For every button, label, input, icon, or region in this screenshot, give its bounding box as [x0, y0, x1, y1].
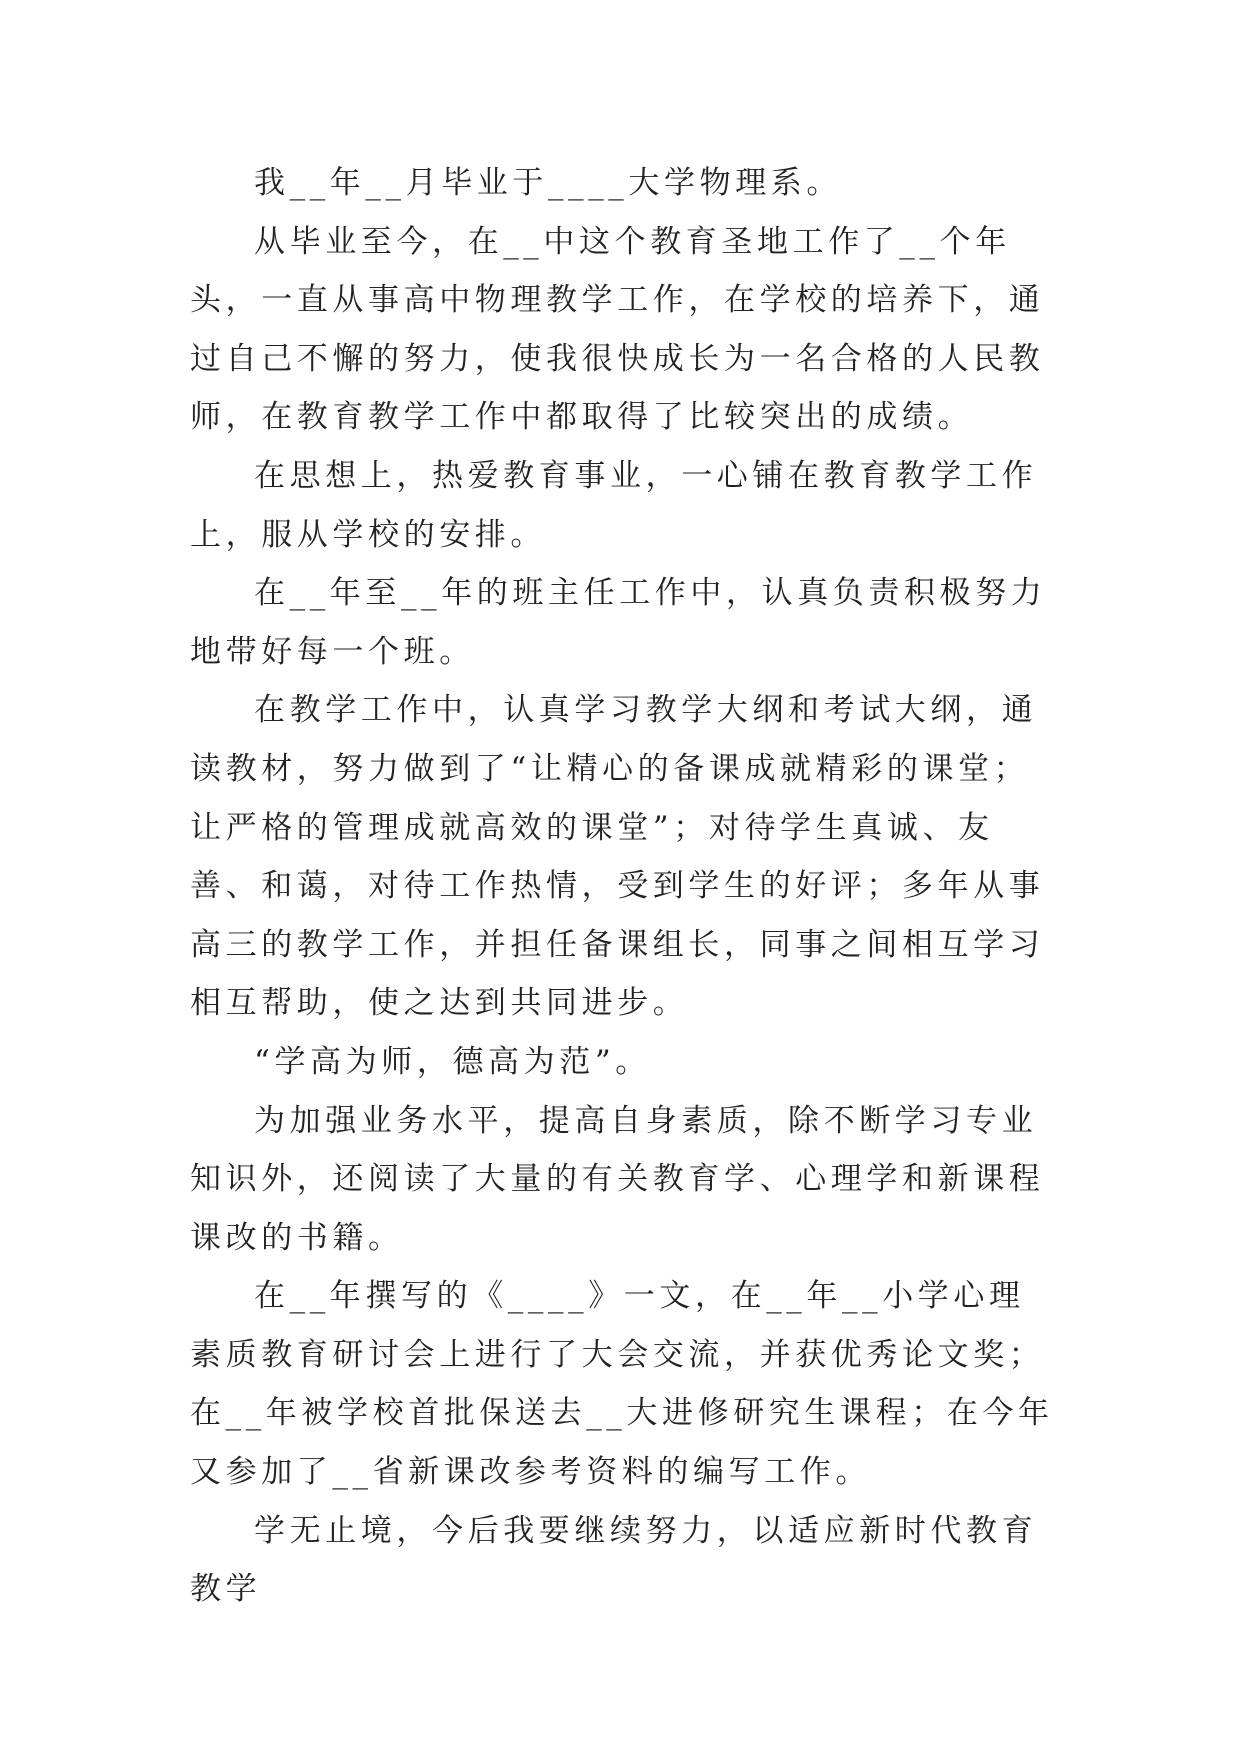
paragraph-work-history: 从毕业至今，在__中这个教育圣地工作了__个年头，一直从事高中物理教学工作，在学校的培养下，通过自己不懈的努力，使我很快成长为一名合格的人民教师，在教育教学工作中都取得了比较突出的成绩。	[190, 223, 1045, 436]
paragraph-motto: “学高为师，德高为范”。	[254, 1043, 651, 1080]
paragraph-graduation: 我__年__月毕业于____大学物理系。	[254, 165, 842, 201]
paragraph-achievements: 在__年撰写的《____》一文，在__年__小学心理素质教育研讨会上进行了大会交流，并获优秀论文奖；在__年被学校首批保送去__大进修研究生课程；在今年又参加了__省新课改参考资料的编写工作。	[190, 1278, 1054, 1491]
document-body	[190, 154, 1056, 1619]
paragraph-future: 学无止境，今后我要继续努力，以适应新时代教育教学	[190, 1512, 1038, 1608]
paragraph-teaching-work: 在教学工作中，认真学习教学大纲和考试大纲，通读教材，努力做到了“让精心的备课成就精彩的课堂；让严格的管理成就高效的课堂”；对待学生真诚、友善、和蔼，对待工作热情，受到学生的好评；多年从事高三的教学工作，并担任备课组长，同事之间相互学习相互帮助，使之达到共同进步。	[190, 692, 1045, 1022]
paragraph-self-improvement: 为加强业务水平，提高自身素质，除不断学习专业知识外，还阅读了大量的有关教育学、心理学和新课程课改的书籍。	[190, 1102, 1045, 1256]
paragraph-ideology: 在思想上，热爱教育事业，一心铺在教育教学工作上，服从学校的安排。	[190, 457, 1038, 553]
paragraph-class-teacher: 在__年至__年的班主任工作中，认真负责积极努力地带好每一个班。	[190, 575, 1047, 670]
